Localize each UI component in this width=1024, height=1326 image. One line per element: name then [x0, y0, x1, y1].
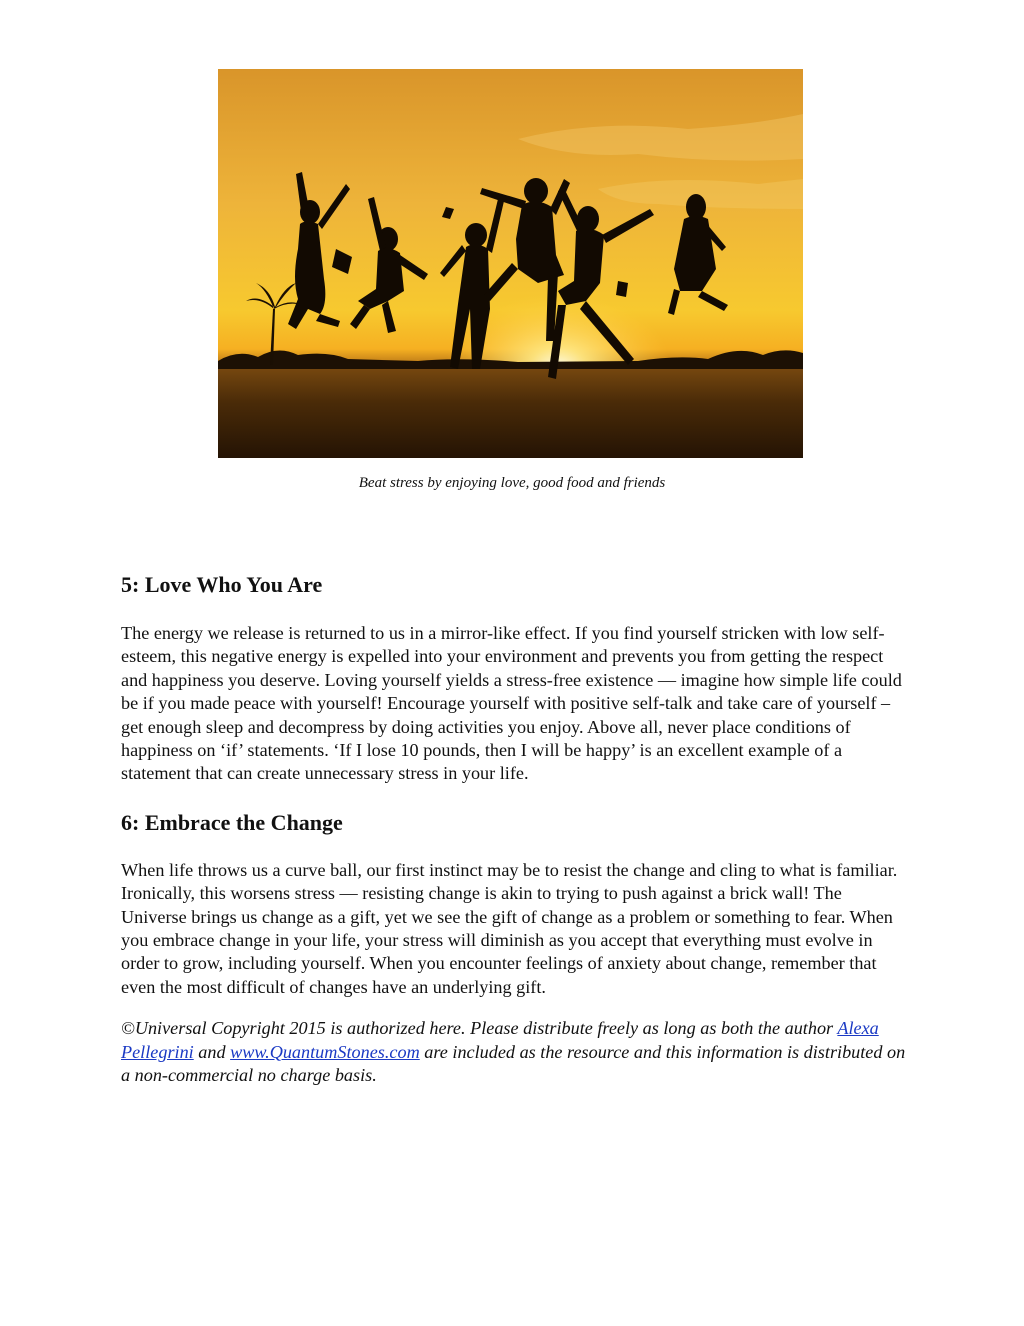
section-paragraph: When life throws us a curve ball, our first instinct may be to resist the change and cling to what is familiar. Ironically, this worsens stress — resisting change is akin to trying to push against a brick wall! The Universe brings us change as a gift, yet we see the gift of change as a problem or something to fear. When you embrace change in your life, your stress will diminish as you accept that everything must evolve in order to grow, including yourself. When you encounter feelings of anxiety about change, remember that even the most difficult of changes have an underlying gift.: [121, 859, 898, 997]
copyright-text-after: are included as the resource and this information is distributed on a non-commercial no charge basis.: [121, 1041, 906, 1086]
image-caption: Beat stress by enjoying love, good food and friends: [358, 475, 666, 491]
author-link[interactable]: Alexa Pellegrini: [121, 1018, 879, 1062]
section-paragraph: The energy we release is returned to us in a mirror-like effect. If you find yourself stricken with low self-esteem, this negative energy is expelled into your environment and prevents you from getting the respect and happiness you deserve. Loving yourself yields a stress-free existence — imagine how simple life could be if you made peace with yourself! Encourage yourself with positive self-talk and take care of yourself – get enough sleep and decompress by doing activities you enjoy. Above all, never place conditions of happiness on ‘if’ statements. ‘If I lose 10 pounds, then I will be happy’ is an excellent example of a statement that can create unnecessary stress in your life.: [121, 623, 902, 784]
section-heading: 6: Embrace the Change: [121, 809, 343, 835]
copyright-text-before: ©Universal Copyright 2015 is authorized here. Please distribute freely as long as both the author: [121, 1018, 838, 1039]
sunset-jumping-photo: [218, 69, 803, 458]
copyright-text-middle: and: [193, 1041, 231, 1062]
copyright-notice: [121, 1017, 911, 1087]
article-body: [121, 570, 911, 1088]
website-link[interactable]: www.QuantumStones.com: [230, 1041, 420, 1062]
section-heading: 5: Love Who You Are: [121, 572, 323, 597]
